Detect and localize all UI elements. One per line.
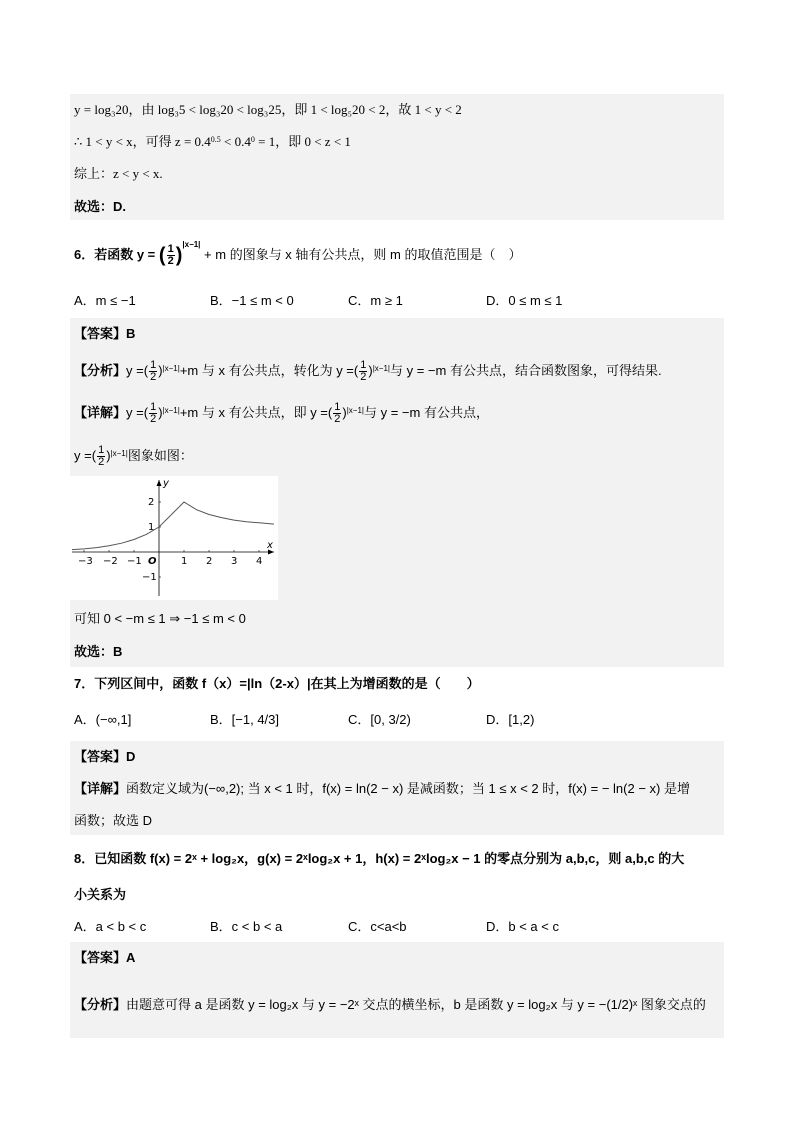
q6-graph-caption-b: 图象如图：	[127, 448, 193, 463]
q6-analysis-tag: 【分析】	[74, 363, 127, 378]
y-tick-2: 2	[148, 497, 155, 508]
q7-detail-line-1	[74, 780, 690, 798]
y-axis-label: y	[163, 478, 169, 489]
x-tick-neg2: −2	[103, 556, 118, 567]
x-tick-1: 1	[181, 556, 188, 567]
y-tick-1: 1	[148, 522, 155, 533]
sol5-choice: 故选：D.	[74, 199, 127, 214]
sol5-line-2	[74, 133, 351, 151]
q6-detail-tag: 【详解】	[74, 405, 127, 420]
y-tick-neg1: −1	[142, 572, 157, 583]
x-axis-label: x	[267, 540, 273, 551]
sol5-line-1: y = log₃20，由 log₃5 < log₃20 < log₃25，即 1 < log₅20 < 2，故 1 < y < 2	[74, 102, 462, 117]
q7-answer: 【答案】D	[74, 749, 136, 764]
q8-option-d: D．b < a < c	[486, 919, 559, 934]
q6-option-a: A．m ≤ −1	[74, 293, 136, 308]
question-7-stem: 7．下列区间中，函数 f（x）=|ln（2-x）|在其上为增函数的是（ ）	[74, 676, 480, 691]
q6-detail-frac-1: $\frac{1}{2}$	[150, 401, 157, 426]
q7-option-b: B．[−1, 4/3]	[210, 712, 280, 727]
graph-svg	[70, 476, 278, 600]
sol5-exp-2: 0	[250, 135, 255, 144]
q6-detail-c: 与 y = −m 有公共点，	[364, 405, 489, 420]
q8-option-c: C．c<a<b	[348, 919, 407, 934]
q6-conclusion: 可知 0 < −m ≤ 1 ⇒ −1 ≤ m < 0	[74, 611, 246, 626]
q6-detail-a: y =	[126, 405, 144, 420]
q6-graph-caption-a: y =	[74, 448, 92, 463]
x-tick-2: 2	[206, 556, 213, 567]
q6-graph-frac: $\frac{1}{2}$	[98, 444, 105, 469]
y-axis-arrow	[157, 480, 162, 486]
sol5-line-2-c: = 1，即 0 < z < 1	[254, 134, 351, 149]
q7-option-a: A．(−∞,1]	[74, 712, 132, 727]
q8-analysis	[74, 996, 706, 1014]
q6-exponent: |x−1|	[182, 240, 201, 249]
q6-analysis-a: y =	[126, 363, 144, 378]
q8-option-b: B．c < b < a	[210, 919, 283, 934]
q6-analysis-frac-2: $\frac{1}{2}$	[360, 359, 367, 384]
q6-analysis-frac-1: $\frac{1}{2}$	[150, 359, 157, 384]
q6-graph-caption: y =( $\frac{1}{2}$ )$^{|x-1|}$图象如图：	[74, 444, 193, 469]
q7-detail-text: 函数定义域为(−∞,2); 当 x < 1 时，f(x) = ln(2 − x) 是减函数；当 1 ≤ x < 2 时，f(x) = − ln(2 − x) 是增	[126, 781, 690, 796]
q7-detail-line-2: 函数；故选 D	[74, 813, 153, 828]
q6-option-b: B．−1 ≤ m < 0	[210, 293, 294, 308]
sol5-exp-1: 0.5	[210, 135, 221, 144]
q6-analysis-c: 与 y = −m 有公共点，结合函数图象，可得结果.	[390, 363, 662, 378]
q6-option-d: D．0 ≤ m ≤ 1	[486, 293, 563, 308]
q6-frac-num: 1	[167, 243, 174, 256]
q8-answer-block	[70, 942, 724, 1038]
function-curve	[72, 502, 274, 550]
question-8-stem-line-1: 8．已知函数 f(x) = 2ˣ + log₂x，g(x) = 2ˣlog₂x + 1，h(x) = 2ˣlog₂x − 1 的零点分别为 a,b,c，则 a,b,c 的大	[74, 851, 685, 866]
function-graph	[70, 476, 278, 600]
q6-left-paren: (	[158, 244, 166, 267]
q7-option-d: D．[1,2)	[486, 712, 535, 727]
q6-frac-den: 2	[167, 255, 174, 268]
sol5-line-2-a: ∴ 1 < y < x，可得 z = 0.4	[74, 134, 211, 149]
q6-stem-b: + m 的图象与 x 轴有公共点，则 m 的取值范围是（ ）	[204, 247, 522, 262]
q6-detail: 【详解】y =( $\frac{1}{2}$ )$^{|x-1|}$+m 与 x 有公共点，即 y =( $\frac{1}{2}$ )$^{|x-1|}$与 y = −m 有公共点，	[74, 401, 489, 426]
question-6-stem	[74, 240, 521, 270]
q6-analysis-b: +m 与 x 有公共点，转化为 y =	[179, 363, 354, 378]
q6-detail-frac-2: $\frac{1}{2}$	[334, 401, 341, 426]
q6-fraction	[167, 244, 175, 267]
x-tick-4: 4	[256, 556, 263, 567]
question-8-stem-line-2: 小关系为	[74, 887, 127, 902]
sol5-line-2-b: < 0.4	[220, 134, 251, 149]
q8-option-a: A．a < b < c	[74, 919, 147, 934]
x-tick-3: 3	[231, 556, 238, 567]
q8-answer: 【答案】A	[74, 950, 136, 965]
q8-analysis-tag: 【分析】	[74, 997, 127, 1012]
q6-option-c: C．m ≥ 1	[348, 293, 403, 308]
q6-analysis: 【分析】y =( $\frac{1}{2}$ )$^{|x-1|}$+m 与 x 有公共点，转化为 y =( $\frac{1}{2}$ )$^{|x-1|}$与 y = −m 有公共点，结合函数图象，可得结果.	[74, 359, 662, 384]
q6-answer: 【答案】B	[74, 326, 136, 341]
q6-right-paren: )	[175, 244, 183, 267]
q6-choice: 故选：B	[74, 644, 123, 659]
origin-label: O	[148, 556, 157, 567]
q7-option-c: C．[0, 3/2)	[348, 712, 411, 727]
q6-detail-b: +m 与 x 有公共点，即 y =	[179, 405, 328, 420]
q6-stem-a: 6．若函数 y =	[74, 247, 156, 262]
sol5-line-3: 综上：z < y < x.	[74, 166, 163, 181]
x-tick-neg1: −1	[127, 556, 142, 567]
q8-analysis-text: 由题意可得 a 是函数 y = log₂x 与 y = −2ˣ 交点的横坐标，b 是函数 y = log₂x 与 y = −(1/2)ˣ 图象交点的	[126, 997, 706, 1012]
q7-detail-tag: 【详解】	[74, 781, 127, 796]
x-tick-neg3: −3	[78, 556, 93, 567]
